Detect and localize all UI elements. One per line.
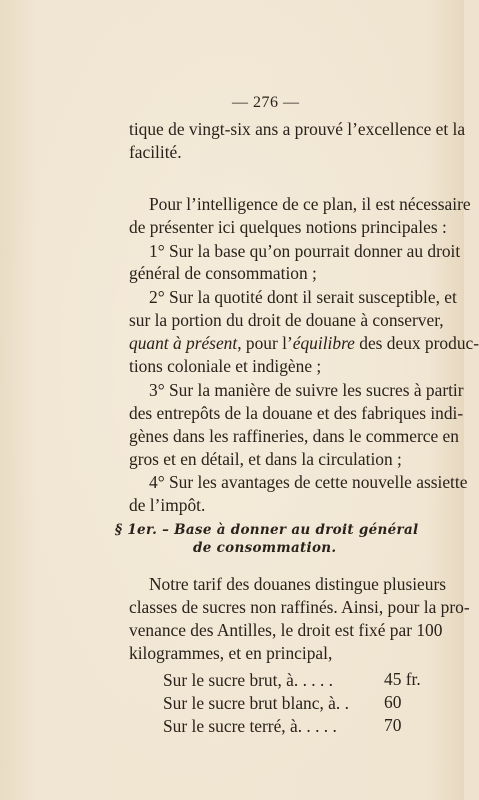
text-line: 4° Sur les avantages de cette nouvelle assiette (149, 472, 468, 492)
tariff-label: Sur le sucre terré, à. . . . . (163, 716, 337, 736)
text-line: de l’impôt. (129, 495, 206, 515)
text-line: sur la portion du droit de douane à conserver, (129, 310, 444, 330)
page-number: — 276 — (232, 94, 300, 111)
tariff-value: 45 fr. (384, 669, 421, 689)
text-line: gènes dans les raffineries, dans le commerce en (129, 426, 459, 446)
text-line: tique de vingt-six ans a prouvé l’excellence et la (129, 119, 466, 139)
text-line: 1° Sur la base qu’on pourrait donner au droit (149, 241, 461, 261)
section-heading-continued: de consommation. (193, 540, 337, 556)
text-line: gros et en détail, et dans la circulation ; (129, 449, 402, 469)
text-line: Notre tarif des douanes distingue plusieurs (149, 574, 447, 594)
text-line: Pour l’intelligence de ce plan, il est nécessaire (149, 194, 471, 214)
tariff-value: 60 (384, 692, 402, 712)
tariff-label: Sur le sucre brut, à. . . . . (163, 670, 334, 690)
italic-word: équilibre (292, 333, 355, 353)
text-line: 3° Sur la manière de suivre les sucres à partir (149, 380, 464, 400)
italic-phrase: quant à présent, (129, 333, 242, 353)
tariff-label: Sur le sucre brut blanc, à. . (163, 693, 349, 713)
text-fragment: pour l’ (245, 333, 293, 353)
text-line: de présenter ici quelques notions principales : (129, 217, 447, 237)
tariff-value: 70 (384, 715, 402, 735)
text-line: tions coloniale et indigène ; (129, 356, 322, 376)
section-heading: § 1er. – Base à donner au droit général (115, 522, 419, 538)
text-line-mixed (129, 332, 479, 354)
text-line: venance des Antilles, le droit est fixé par 100 (129, 620, 443, 640)
text-line: 2° Sur la quotité dont il serait susceptible, et (149, 287, 457, 307)
text-line: général de consommation ; (129, 263, 317, 283)
text-fragment: des deux produc- (354, 333, 479, 353)
text-line: facilité. (129, 142, 182, 162)
text-line: des entrepôts de la douane et des fabriques indi- (129, 403, 464, 423)
text-line: classes de sucres non raffinés. Ainsi, pour la pro- (129, 597, 470, 617)
text-line: kilogrammes, et en principal, (129, 643, 333, 663)
